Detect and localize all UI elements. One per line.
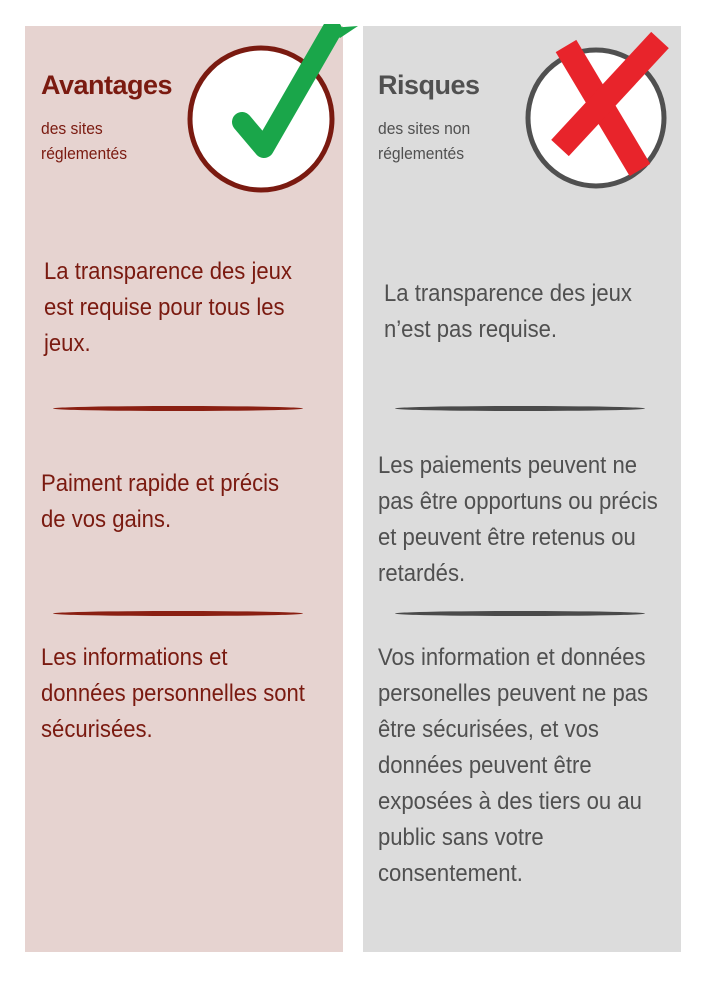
divider	[53, 611, 303, 616]
risk-item-1: La transparence des jeux n’est pas requise.	[384, 280, 632, 343]
risks-subtitle: des sites non réglementés	[378, 119, 471, 163]
risk-item-2: Les paiements peuvent ne pas être opportuns ou précis et peuvent être retenus ou retardés.	[378, 452, 658, 587]
risks-title: Risques	[378, 70, 480, 100]
risk-item-3: Vos information et données personelles peuvent ne pas être sécurisées, et vos données peuvent être exposées à des tiers ou au public sans votre consentement.	[378, 644, 649, 887]
advantages-title: Avantages	[41, 70, 173, 100]
advantage-item-2: Paiment rapide et précis de vos gains.	[41, 470, 280, 533]
cross-icon	[520, 24, 682, 194]
advantages-subtitle: des sites réglementés	[41, 119, 128, 163]
advantage-item-3: Les informations et données personnelles sont sécurisées.	[41, 644, 305, 743]
advantage-item-1: La transparence des jeux est requise pour tous les jeux.	[44, 258, 292, 357]
divider	[395, 406, 645, 411]
divider	[395, 611, 645, 616]
check-icon	[180, 24, 360, 194]
divider	[53, 406, 303, 411]
